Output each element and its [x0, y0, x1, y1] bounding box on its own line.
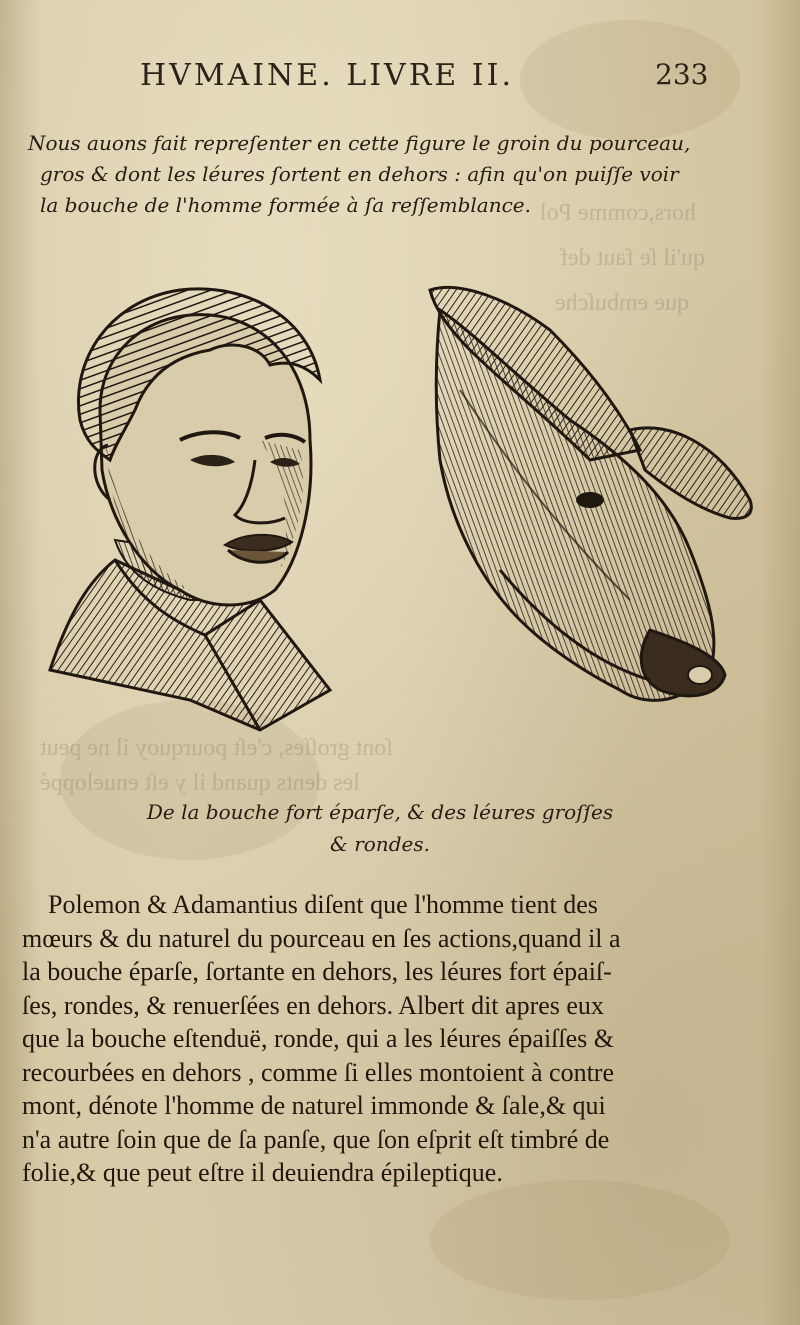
caption-line: Nous auons fait repreſenter en cette figure le groin du pourceau,	[28, 131, 691, 155]
page-number: 233	[655, 58, 709, 91]
body-line: n'a autre ſoin que de ſa panſe, que ſon eſprit eſt timbré de	[22, 1124, 610, 1154]
caption-line: gros & dont les léures ſortent en dehors : afin qu'on puiſſe voir	[40, 162, 679, 186]
body-line: que la bouche eſtenduë, ronde, qui a les léures épaiſſes &	[22, 1024, 615, 1053]
body-line: mont, dénote l'homme de naturel immonde & ſale,& qui	[22, 1091, 606, 1120]
body-paragraph	[22, 888, 712, 1190]
show-through-text: les dents quand il y eſt enueloppé	[40, 770, 360, 796]
woodcut-human-head	[50, 289, 330, 730]
show-through-text: qu'il ſe faut def	[560, 245, 705, 271]
caption-line: & rondes.	[330, 832, 430, 856]
running-title: HVMAINE. LIVRE II.	[140, 58, 514, 93]
body-line: folie,& que peut eſtre il deuiendra épileptique.	[22, 1158, 503, 1187]
woodcut-pig-head	[430, 287, 751, 700]
show-through-text: hors,comme Pol	[540, 200, 696, 226]
body-line: la bouche éparſe, ſortante en dehors, les léures fort épaiſ-	[22, 957, 612, 986]
caption-line: la bouche de l'homme formée à ſa reſſemblance.	[40, 193, 531, 217]
caption-line: De la bouche fort éparſe, & des léures groſſes	[146, 800, 614, 824]
body-line: Polemon & Adamantius diſent que l'homme tient des	[48, 890, 598, 919]
body-line: recourbées en dehors , comme ſi elles montoient à contre	[22, 1057, 615, 1087]
body-line: mœurs & du naturel du pourceau en ſes actions,quand il a	[22, 923, 621, 953]
figure-caption-top	[28, 128, 718, 221]
body-line: ſes, rondes, & renuerſées en dehors. Albert dit apres eux	[22, 990, 604, 1020]
show-through-text: que embuſche	[555, 290, 689, 316]
figure-caption-bottom	[110, 796, 650, 860]
paper-stain	[430, 1180, 730, 1300]
show-through-text: ſont groſſes, c'eſt pourquoy il ne peut	[40, 735, 393, 761]
woodcut-figure	[30, 270, 760, 740]
